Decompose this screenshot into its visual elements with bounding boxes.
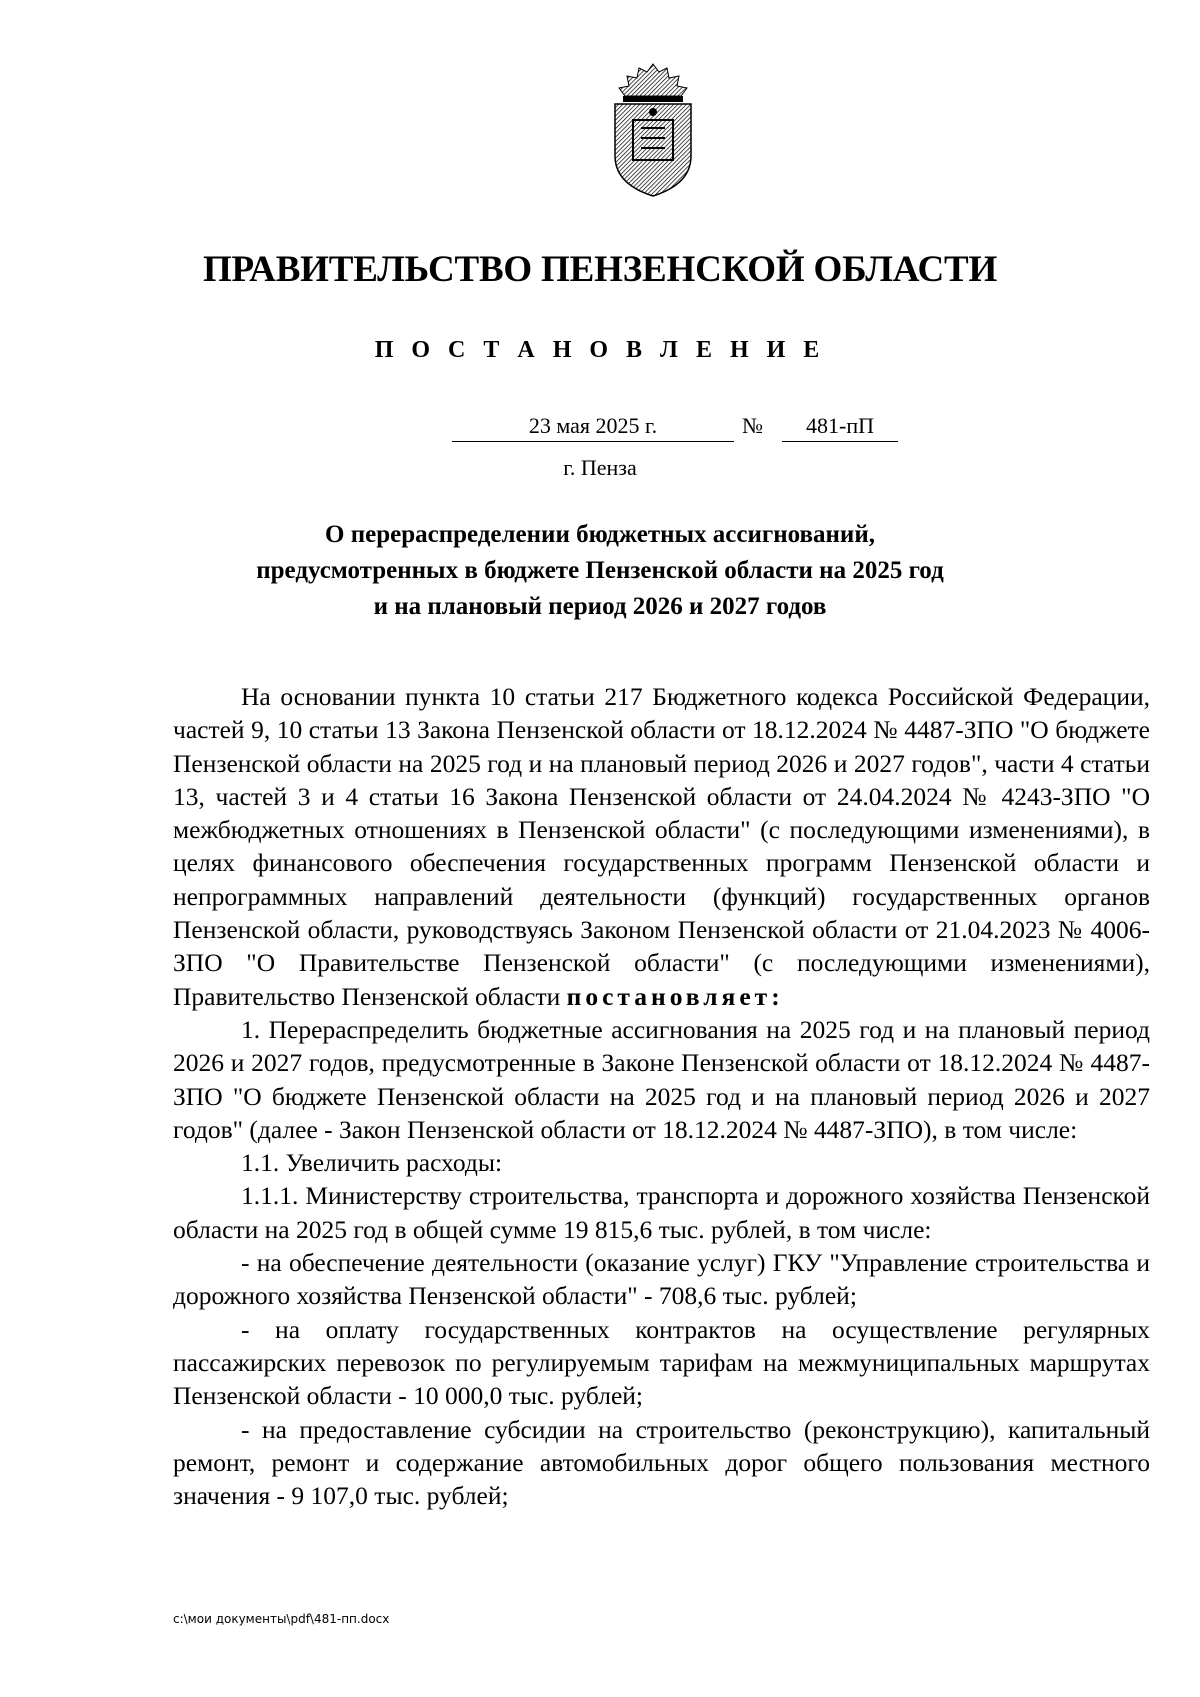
decree-subject <box>0 517 1200 625</box>
subject-line: предусмотренных в бюджете Пензенской области на 2025 год <box>256 557 944 584</box>
number-sign: № <box>742 413 763 438</box>
paragraph-bullet: - на обеспечение деятельности (оказание услуг) ГКУ "Управление строительства и дорожного хозяйства Пензенской области" - 708,6 тыс. рублей; <box>173 1248 1150 1311</box>
preamble-text: На основании пункта 10 статьи 217 Бюджетного кодекса Российской Федерации, частей 9, 10 статьи 13 Закона Пензенской области от 18.12.2024 № 4487-ЗПО "О бюджете Пензенской области на 2025 год и на плановый период 2026 и 2027 годов", части 4 статьи 13, частей 3 и 4 статьи 16 Закона Пензенской области от 24.04.2024 № 4243-ЗПО "О межбюджетных отношениях в Пензенской области" (с последующими изменениями), в целях финансового обеспечения государственных программ Пензенской области и непрограммных направлений деятельности (функций) государственных органов Пензенской области, руководствуясь Законом Пензенской области от 21.04.2023 № 4006-ЗПО "О Правительстве Пензенской области" (с последующими изменениями), Правительство Пензенской области <box>173 682 1150 1011</box>
coat-of-arms-emblem <box>603 60 703 200</box>
paragraph-item-1-1-1: 1.1.1. Министерству строительства, транспорта и дорожного хозяйства Пензенской области на 2025 год в общей сумме 19 815,6 тыс. рублей, в том числе: <box>173 1181 1150 1244</box>
paragraph-item-1: 1. Перераспределить бюджетные ассигнования на 2025 год и на плановый период 2026 и 2027 годов, предусмотренные в Законе Пензенской области от 18.12.2024 № 4487-ЗПО "О бюджете Пензенской области на 2025 год и на плановый период 2026 и 2027 годов" (далее - Закон Пензенской области от 18.12.2024 № 4487-ЗПО), в том числе: <box>173 1014 1150 1144</box>
city-name: г. Пенза <box>563 455 637 480</box>
paragraph-bullet: - на оплату государственных контрактов на осуществление регулярных пассажирских перевозок по регулируемым тарифам на межмуниципальных маршрутах Пензенской области - 10 000,0 тыс. рублей; <box>173 1314 1150 1411</box>
resolve-word: постановляет: <box>566 981 784 1011</box>
decree-heading: П О С Т А Н О В Л Е Н И Е <box>374 337 826 363</box>
subject-line: и на плановый период 2026 и 2027 годов <box>373 593 827 620</box>
paragraph-item-1-1: 1.1. Увеличить расходы: <box>241 1148 503 1178</box>
paragraph-preamble <box>173 680 1150 1013</box>
decree-body <box>173 680 1150 1512</box>
government-title: ПРАВИТЕЛЬСТВО ПЕНЗЕНСКОЙ ОБЛАСТИ <box>202 249 998 290</box>
paragraph-bullet: - на предоставление субсидии на строительство (реконструкцию), капитальный ремонт, ремонт и содержание автомобильных дорог общего пользования местного значения - 9 107,0 тыс. рублей; <box>173 1414 1150 1511</box>
decree-number: 481-пП <box>782 411 898 442</box>
file-path-footer: c:\мои документы\pdf\481-пп.docx <box>173 1612 390 1626</box>
subject-line: О перераспределении бюджетных ассигнований, <box>325 521 875 548</box>
decree-date: 23 мая 2025 г. <box>452 411 734 442</box>
